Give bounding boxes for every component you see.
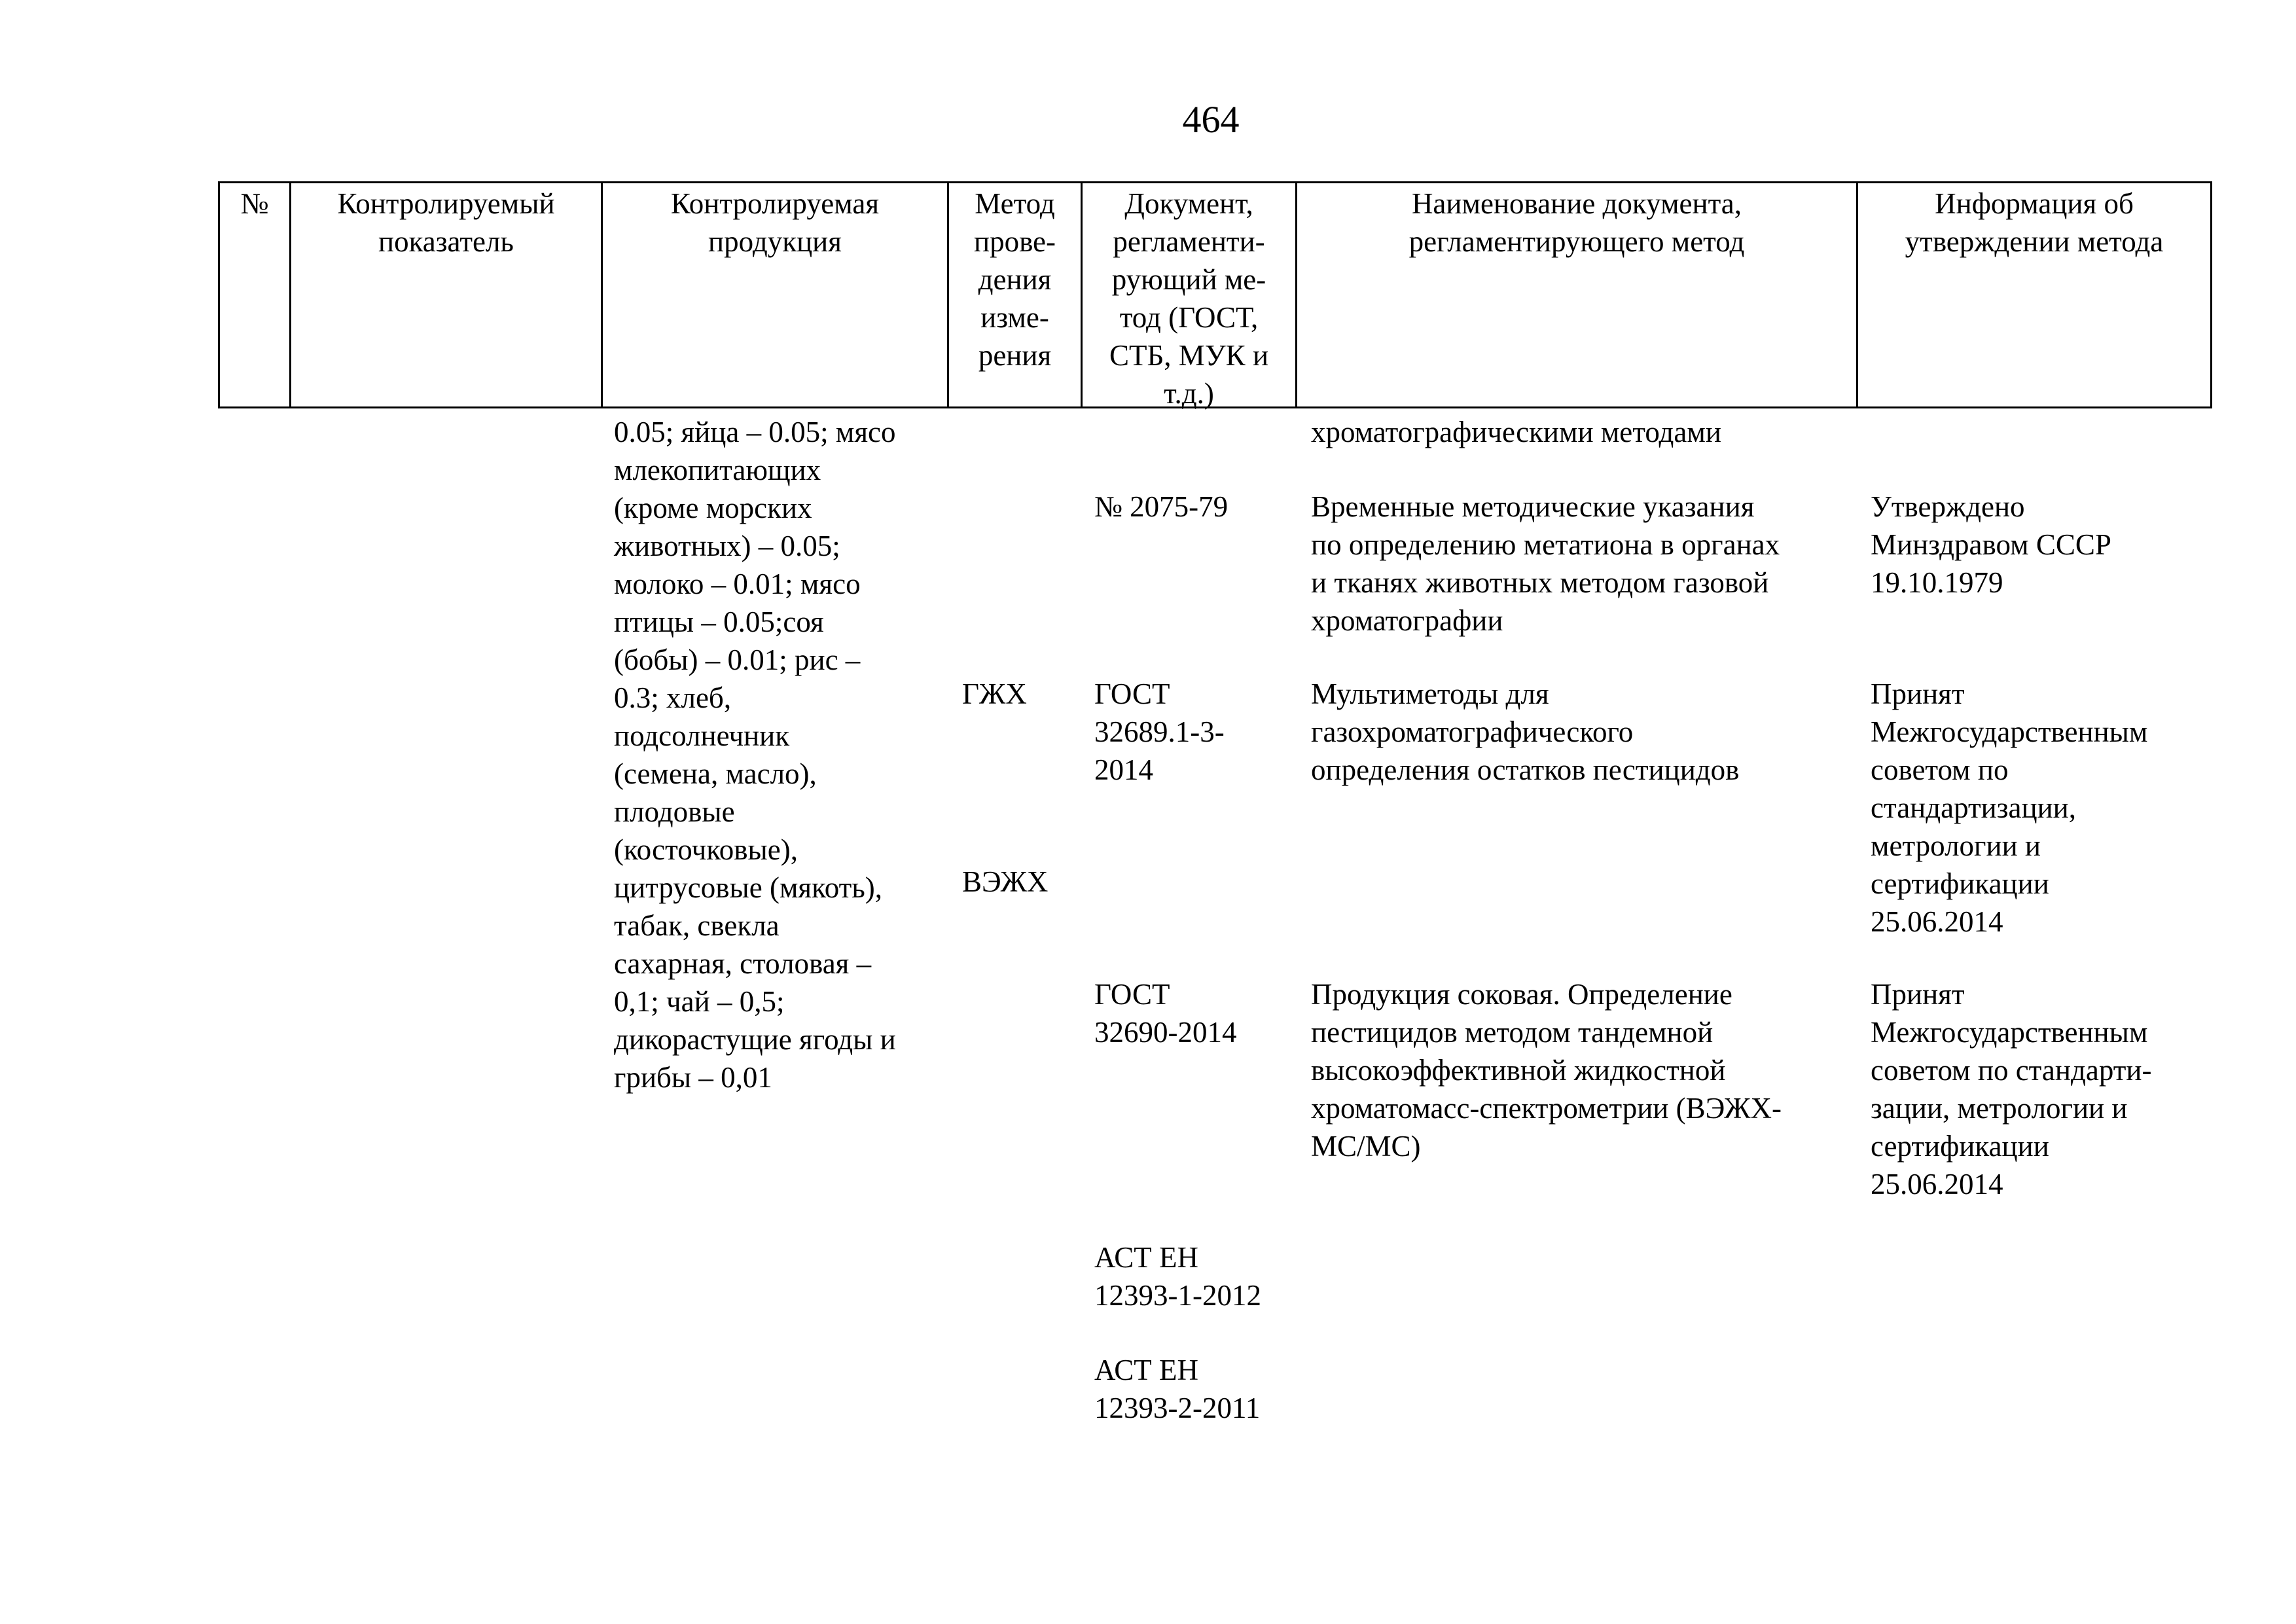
row-approval: Принят Межгосударственным советом по стандартизации, метрологии и сертификации 25.06.2014: [1871, 677, 2148, 938]
row-document-name: Мультиметоды для газохроматографического определения остатков пестицидов: [1311, 677, 1740, 786]
header-method: Метод прове- дения изме- рения: [973, 187, 1056, 372]
header-approval: Информация об утверждении метода: [1905, 187, 2164, 258]
row-document-name: Временные методические указания по определению метатиона в органах и тканях животных методом газовой хроматографии: [1311, 490, 1780, 637]
row-document: АСТ ЕН 12393-1-2012: [1094, 1241, 1261, 1312]
method-hplc: ВЭЖХ: [962, 865, 1049, 898]
header-indicator: Контролируемый показатель: [337, 187, 555, 258]
continued-document-name: хроматографическими методами: [1311, 416, 1721, 448]
method-gc: ГЖХ: [962, 677, 1027, 710]
row-document: № 2075-79: [1094, 490, 1229, 523]
row-approval: Утверждено Минздравом СССР 19.10.1979: [1871, 490, 2111, 599]
row-document-name: Продукция соковая. Определение пестицидов методом тандемной высокоэффективной жидкостной хроматомасс-спектрометрии (ВЭЖХ- МС/МС): [1311, 978, 1782, 1163]
product-text: 0.05; яйца – 0.05; мясо млекопитающих (кроме морских животных) – 0.05; молоко – 0.01; мясо птицы – 0.05;соя (бобы) – 0.01; рис – 0.3; хлеб, подсолнечник (семена, масло), плодовые (косточковые), цитрусовые (мякоть), табак, свекла сахарная, столовая – 0,1; чай – 0,5; дикорастущие ягоды и грибы – 0,01: [614, 416, 896, 1094]
row-approval: Принят Межгосударственным советом по стандарти- зации, метрологии и сертификации 25.06.2014: [1871, 978, 2152, 1200]
page-number: 464: [1182, 98, 1240, 141]
row-document: АСТ ЕН 12393-2-2011: [1094, 1354, 1261, 1424]
header-product: Контролируемая продукция: [670, 187, 880, 258]
header-document-name: Наименование документа, регламентирующего метод: [1408, 187, 1745, 258]
row-document: ГОСТ 32690-2014: [1094, 978, 1237, 1049]
row-document: ГОСТ 32689.1-3- 2014: [1094, 677, 1225, 786]
header-number: №: [240, 187, 269, 220]
header-document: Документ, регламенти- рующий ме- тод (ГОСТ, СТБ, МУК и т.д.): [1109, 187, 1269, 410]
